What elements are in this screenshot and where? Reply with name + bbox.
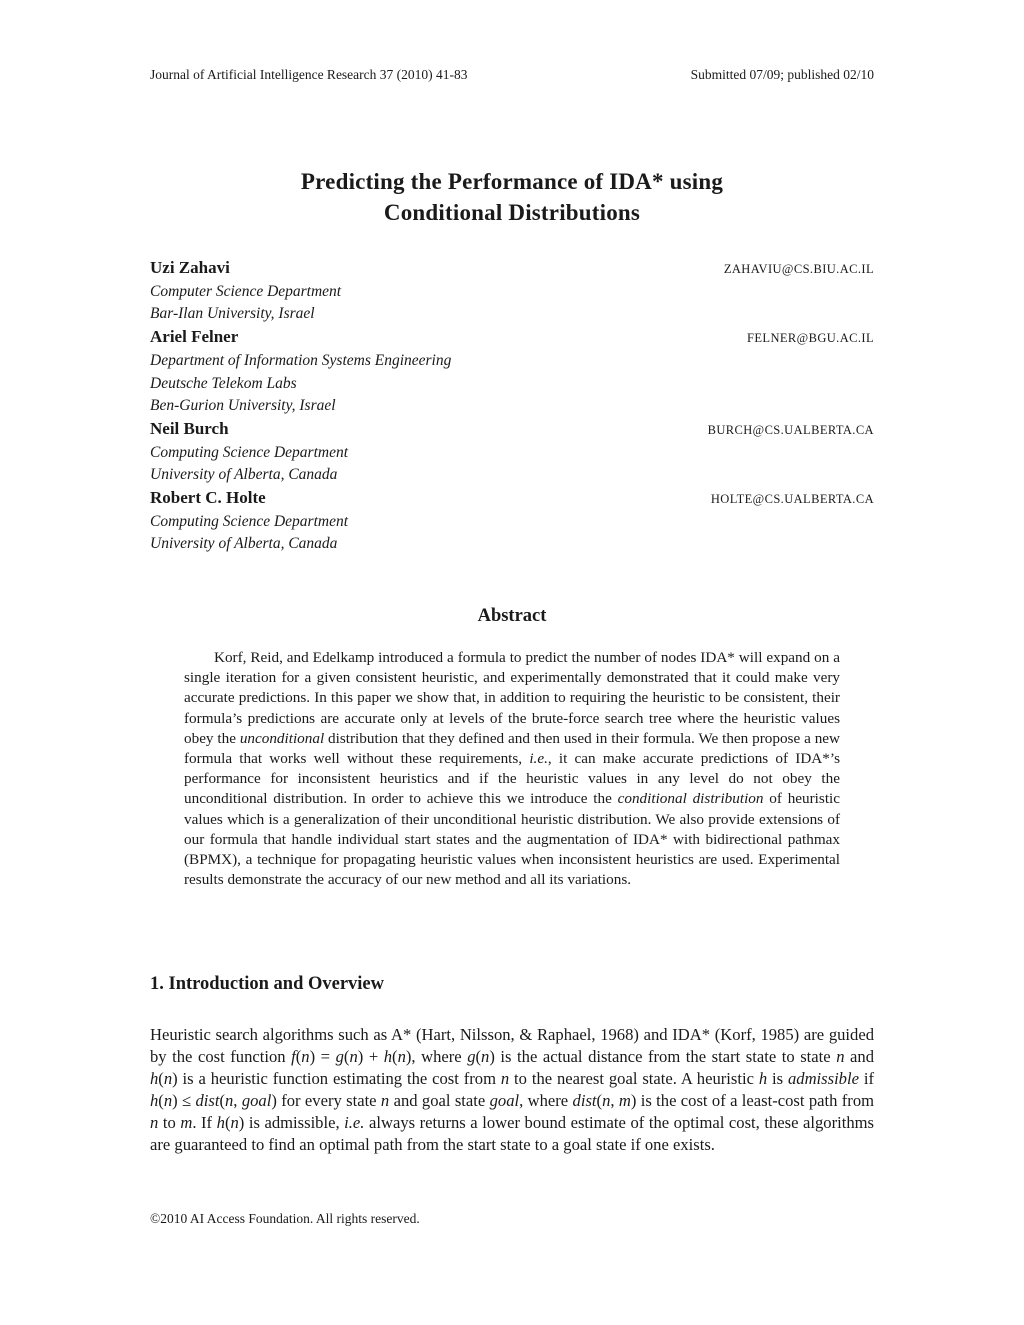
running-head bbox=[150, 66, 874, 84]
author-email: ZAHAVIU@CS.BIU.AC.IL bbox=[723, 262, 874, 276]
author-email: HOLTE@CS.UALBERTA.CA bbox=[710, 492, 874, 507]
affiliation-line: Computing Science Department bbox=[150, 443, 349, 461]
author-row bbox=[150, 326, 874, 350]
author-entry bbox=[150, 487, 874, 556]
author-entry bbox=[150, 418, 874, 487]
author-block bbox=[150, 257, 874, 556]
affiliation-line: Deutsche Telekom Labs bbox=[150, 374, 297, 392]
author-email: BURCH@CS.UALBERTA.CA bbox=[707, 422, 874, 437]
author-entry bbox=[150, 326, 874, 418]
author-email: FELNER@BGU.AC.IL bbox=[747, 331, 874, 346]
affiliation-line: University of Alberta, Canada bbox=[150, 535, 338, 553]
author-entry bbox=[150, 257, 874, 326]
affiliation-line: Computing Science Department bbox=[150, 512, 349, 530]
section-heading-introduction: 1. Introduction and Overview bbox=[150, 974, 385, 994]
submission-info: Submitted 07/09; published 02/10 bbox=[690, 67, 874, 82]
author-name: Uzi Zahavi bbox=[150, 258, 230, 277]
journal-reference: Journal of Artificial Intelligence Research 37 (2010) 41-83 bbox=[150, 67, 468, 82]
paper-title-line2: Conditional Distributions bbox=[383, 200, 641, 225]
author-row bbox=[150, 418, 874, 442]
intro-paragraph: Heuristic search algorithms such as A* (Hart, Nilsson, & Raphael, 1968) and IDA* (Korf, 1985) are guided by the cost function f(n) = g(n) + h(n), where g(n) is the actual distance from the start state to state n and h(n) is a heuristic function estimating the cost from n to the nearest goal state. A heuristic h is admissible if h(n) ≤ dist(n, goal) for every state n and goal state goal, where dist(n, m) is the cost of a least-cost path from n to m. If h(n) is admissible, i.e. always returns a lower bound estimate of the optimal cost, these algorithms are guaranteed to find an optimal path from the start state to a goal state if one exists. bbox=[150, 1025, 875, 1155]
author-name: Neil Burch bbox=[150, 418, 229, 438]
abstract-heading: Abstract bbox=[477, 606, 547, 626]
paper-title-line1: Predicting the Performance of IDA* using bbox=[300, 169, 724, 194]
affiliation-line: Bar-Ilan University, Israel bbox=[150, 305, 315, 323]
copyright-notice: ©2010 AI Access Foundation. All rights reserved. bbox=[150, 1211, 420, 1226]
author-row bbox=[150, 487, 874, 511]
author-name: Robert C. Holte bbox=[150, 488, 266, 508]
affiliation-line: Computer Science Department bbox=[150, 282, 342, 300]
abstract-text: Korf, Reid, and Edelkamp introduced a formula to predict the number of nodes IDA* will expand on a single iteration for a given consistent heuristic, and experimentally demonstrated that it could make very accurate predictions. In this paper we show that, in addition to requiring the heuristic to be consistent, their formula’s predictions are accurate only at levels of the brute-force search tree where the heuristic values obey the unconditional distribution that they defined and then used in their formula. We then propose a new formula that works well without these requirements, i.e., it can make accurate predictions of IDA*’s performance for inconsistent heuristics and if the heuristic values in any level do not obey the unconditional distribution. In order to achieve this we introduce the conditional distribution of heuristic values which is a generalization of their unconditional heuristic distribution. We also provide extensions of our formula that handle individual start states and the augmentation of IDA* with bidirectional pathmax (BPMX), a technique for propagating heuristic values when inconsistent heuristics are used. Experimental results demonstrate the accuracy of our new method and all its variations. bbox=[184, 649, 840, 889]
affiliation-line: Department of Information Systems Engineering bbox=[150, 351, 452, 369]
affiliation-line: University of Alberta, Canada bbox=[150, 466, 338, 484]
author-row bbox=[150, 257, 874, 281]
affiliation-line: Ben-Gurion University, Israel bbox=[150, 397, 336, 415]
author-name: Ariel Felner bbox=[150, 327, 239, 347]
paper-title bbox=[0, 166, 1024, 228]
